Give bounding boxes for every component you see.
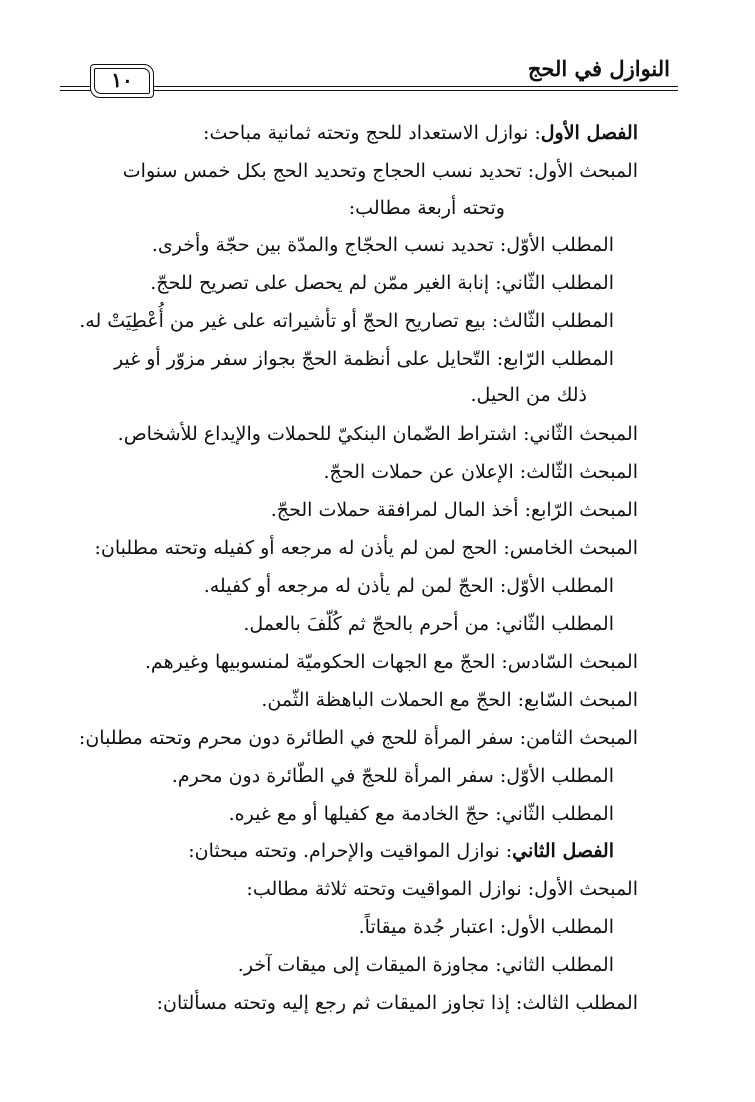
page-number: ١٠: [111, 68, 133, 92]
toc-line-text: المبحث الرّابع: أخذ المال لمرافقة حملات الحجّ.: [270, 499, 638, 521]
toc-line-text: المطلب الثّاني: حجّ الخادمة مع كفيلها أو مع غيره.: [228, 803, 614, 825]
toc-line: [157, 990, 638, 1016]
toc-line-text: : نوازل المواقيت والإحرام. وتحته مبحثان:: [188, 840, 513, 862]
toc-line-text: وتحته أربعة مطالب:: [348, 197, 505, 219]
toc-line: [118, 421, 638, 447]
toc-line: [243, 611, 614, 637]
toc-line: [471, 382, 587, 408]
toc-line: [324, 459, 638, 485]
toc-line-text: المبحث الخامس: الحج لمن لم يأذن له مرجعه أو كفيله وتحته مطلبان:: [94, 537, 638, 559]
toc-line: [229, 801, 614, 827]
toc-line: [123, 158, 638, 184]
toc-line: [204, 573, 614, 599]
chapter-heading: الفصل الأول: [540, 122, 638, 144]
toc-line: [359, 914, 614, 940]
toc-line-text: المبحث الثامن: سفر المرأة للحج في الطائرة دون محرم وتحته مطلبان:: [78, 727, 638, 749]
toc-line-text: المبحث السّابع: الحجّ مع الحملات الباهظة الثّمن.: [261, 689, 638, 711]
toc-line: [79, 725, 638, 751]
chapter-heading: الفصل الثاني: [512, 840, 614, 862]
toc-line: [95, 535, 638, 561]
toc-line-text: ذلك من الحيل.: [470, 384, 587, 406]
toc-line-chapter-2: [188, 838, 614, 864]
toc-line: [238, 952, 614, 978]
toc-line-text: المبحث الثّاني: اشتراط الضّمان البنكيّ للحملات والإيداع للأشخاص.: [117, 423, 638, 445]
running-title: النوازل في الحج: [527, 56, 670, 81]
toc-line-text: المطلب الثّاني: إنابة الغير ممّن لم يحصل على تصريح للحجّ.: [150, 272, 614, 294]
toc-line-text: : نوازل الاستعداد للحج وتحته ثمانية مباحث:: [203, 122, 541, 144]
toc-line: [261, 687, 638, 713]
toc-line-text: المطلب الثّاني: من أحرم بالحجّ ثم كُلّفَ بالعمل.: [243, 613, 614, 635]
toc-line: [152, 232, 614, 258]
toc-line: [246, 876, 638, 902]
toc-line-text: المطلب الأوّل: تحديد نسب الحجّاج والمدّة بين حجّة وأخرى.: [151, 234, 614, 256]
toc-line: [349, 195, 505, 221]
toc-line-text: المبحث السّادس: الحجّ مع الجهات الحكوميّة لمنسوبيها وغيرهم.: [144, 651, 638, 673]
toc-line: [114, 346, 614, 372]
toc-line-text: المطلب الأول: اعتبار جُدة ميقاتاً.: [358, 916, 614, 938]
toc-line-text: المبحث الأول: نوازل المواقيت وتحته ثلاثة مطالب:: [246, 878, 638, 900]
toc-line-text: المطلب الثالث: إذا تجاوز الميقات ثم رجع إليه وتحته مسألتان:: [156, 992, 638, 1014]
toc-line: [150, 270, 614, 296]
toc-line: [172, 763, 614, 789]
toc-line-text: المبحث الأول: تحديد نسب الحجاج وتحديد الحج بكل خمس سنوات: [122, 160, 638, 182]
toc-line-text: المطلب الرّابع: التّحايل على أنظمة الحجّ بجواز سفر مزوّر أو غير: [114, 348, 614, 370]
toc-line: [271, 497, 638, 523]
toc-line-text: المطلب الأوّل: الحجّ لمن لم يأذن له مرجعه أو كفيله.: [203, 575, 614, 597]
toc-line-text: المطلب الثّالث: بيع تصاريح الحجّ أو تأشيراته على غير من أُعْطِيَتْ له.: [79, 310, 614, 332]
toc-line: [145, 649, 638, 675]
toc-line-text: المطلب الأوّل: سفر المرأة للحجّ في الطّائرة دون محرم.: [171, 765, 614, 787]
toc-line-chapter-1: [203, 120, 638, 146]
toc-line: [79, 308, 614, 334]
toc-line-text: المبحث الثّالث: الإعلان عن حملات الحجّ.: [323, 461, 638, 483]
toc-line-text: المطلب الثاني: مجاوزة الميقات إلى ميقات آخر.: [237, 954, 614, 976]
